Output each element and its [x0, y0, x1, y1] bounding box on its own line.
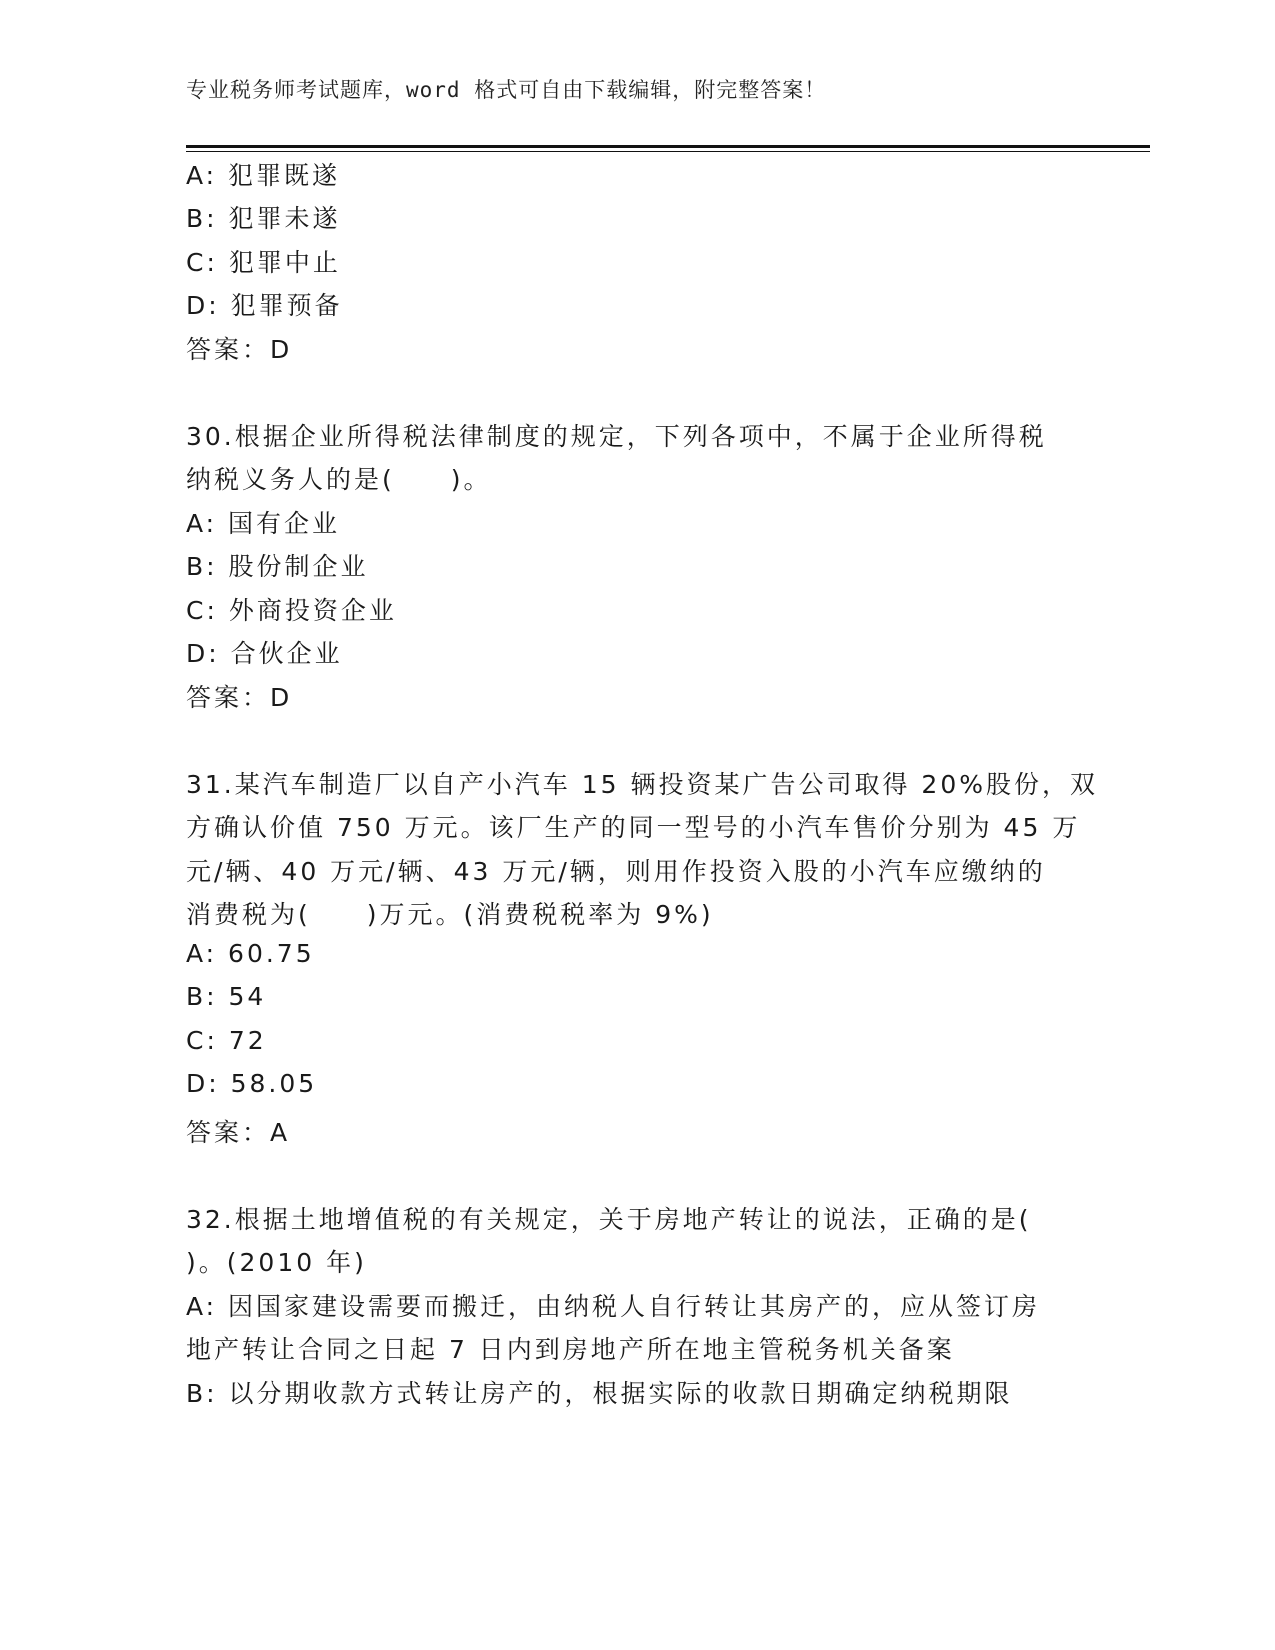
q29-option-a: A: 犯罪既遂 — [186, 161, 341, 190]
q32-text-line-1: 32.根据土地增值税的有关规定，关于房地产转让的说法，正确的是( — [186, 1205, 1032, 1234]
q30-option-c: C: 外商投资企业 — [186, 596, 397, 625]
header-rule-thick — [186, 145, 1150, 148]
q31-text-line-4: 消费税为( )万元。(消费税税率为 9%) — [186, 900, 714, 929]
q31-option-d: D: 58.05 — [186, 1069, 318, 1098]
q29-option-d: D: 犯罪预备 — [186, 291, 343, 320]
q30-text-line-1: 30.根据企业所得税法律制度的规定，下列各项中，不属于企业所得税 — [186, 422, 1047, 451]
q32-option-b: B: 以分期收款方式转让房产的，根据实际的收款日期确定纳税期限 — [186, 1379, 1013, 1408]
q31-text-line-1: 31.某汽车制造厂以自产小汽车 15 辆投资某广告公司取得 20%股份，双 — [186, 770, 1098, 799]
q29-answer: 答案：D — [186, 335, 293, 364]
q30-text-line-2: 纳税义务人的是( )。 — [186, 465, 492, 494]
q31-option-b: B: 54 — [186, 982, 267, 1011]
q31-option-c: C: 72 — [186, 1026, 267, 1055]
q32-text-line-2: )。(2010 年) — [186, 1248, 367, 1277]
q31-text-line-2: 方确认价值 750 万元。该厂生产的同一型号的小汽车售价分别为 45 万 — [186, 813, 1081, 842]
q32-option-a-line-2: 地产转让合同之日起 7 日内到房地产所在地主管税务机关备案 — [186, 1335, 955, 1364]
q29-option-c: C: 犯罪中止 — [186, 248, 341, 277]
q30-option-b: B: 股份制企业 — [186, 552, 369, 581]
q32-option-a-line-1: A: 因国家建设需要而搬迁，由纳税人自行转让其房产的，应从签订房 — [186, 1292, 1041, 1321]
q31-text-line-3: 元/辆、40 万元/辆、43 万元/辆，则用作投资入股的小汽车应缴纳的 — [186, 857, 1046, 886]
q29-option-b: B: 犯罪未遂 — [186, 204, 341, 233]
q31-option-a: A: 60.75 — [186, 939, 315, 968]
header-rule-thin — [186, 151, 1150, 152]
q31-answer: 答案：A — [186, 1118, 291, 1147]
q30-answer: 答案：D — [186, 683, 293, 712]
q30-option-d: D: 合伙企业 — [186, 639, 343, 668]
q30-option-a: A: 国有企业 — [186, 509, 341, 538]
page-header: 专业税务师考试题库，word 格式可自由下载编辑，附完整答案！ — [186, 78, 827, 102]
